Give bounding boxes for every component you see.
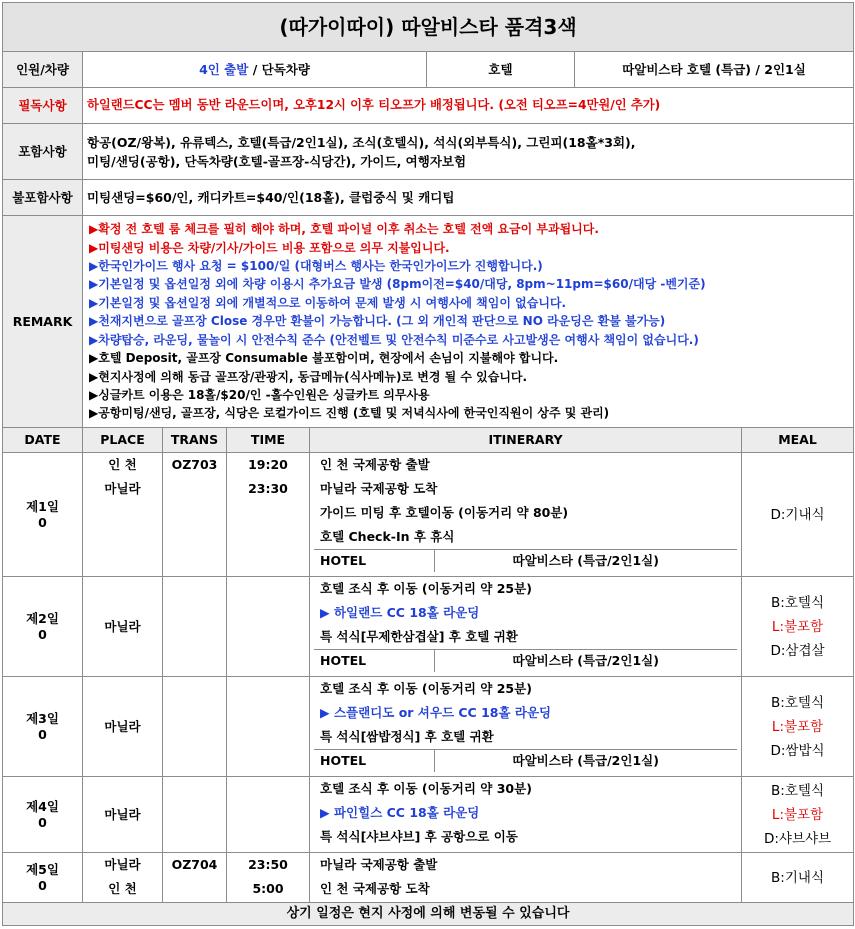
must-read-text: 하일랜드CC는 멤버 동반 라운드이며, 오후12시 이후 티오프가 배정됩니다. (오전 티오프=4만원/인 추가) bbox=[83, 88, 854, 124]
remark-label: REMARK bbox=[3, 216, 83, 428]
itinerary-line: 호텔 조식 후 이동 (이동거리 약 25분) bbox=[320, 681, 532, 696]
people-value bbox=[83, 52, 427, 88]
remark-list bbox=[83, 216, 854, 428]
place-name: 마닐라 bbox=[104, 718, 141, 734]
header-time: TIME bbox=[227, 428, 310, 453]
itinerary-line: 마닐라 국제공항 출발 bbox=[320, 857, 438, 872]
day-itinerary bbox=[310, 677, 742, 777]
people-label: 인원/차량 bbox=[3, 52, 83, 88]
people-count: 4인 출발 bbox=[199, 61, 249, 77]
meal-item: B:호텔식 bbox=[771, 694, 824, 711]
day-date bbox=[3, 453, 83, 577]
day-meal bbox=[742, 777, 854, 853]
day-date bbox=[3, 677, 83, 777]
day-meal bbox=[742, 453, 854, 577]
meal-item: B:호텔식 bbox=[771, 594, 824, 611]
day-label: 제3일 bbox=[26, 710, 59, 726]
remark-line: ▶차량탑승, 라운딩, 물놀이 시 안전수칙 준수 (안전벨트 및 안전수칙 미준수로 사고발생은 여행사 책임이 없습니다.) bbox=[89, 332, 699, 347]
flight-number bbox=[163, 777, 227, 853]
day-date bbox=[3, 777, 83, 853]
hotel-row bbox=[314, 749, 737, 772]
header-place: PLACE bbox=[83, 428, 163, 453]
meal-item: B:기내식 bbox=[771, 869, 824, 886]
itinerary-line: 호텔 Check-In 후 휴식 bbox=[320, 529, 455, 544]
header-meal: MEAL bbox=[742, 428, 854, 453]
hotel-row-label: HOTEL bbox=[314, 550, 434, 573]
meal-item: B:호텔식 bbox=[771, 782, 824, 799]
day-place bbox=[83, 453, 163, 577]
itinerary-line: 인 천 국제공항 출발 bbox=[320, 457, 430, 472]
remark-line: ▶확정 전 호텔 룸 체크를 필히 해야 하며, 호텔 파이널 이후 취소는 호텔 전액 요금이 부과됩니다. bbox=[89, 222, 599, 237]
hotel-row-name: 따알비스타 (특급/2인1실) bbox=[434, 750, 737, 773]
time-value: 23:50 bbox=[248, 857, 288, 872]
day-place bbox=[83, 577, 163, 677]
day-sub: 0 bbox=[38, 626, 47, 642]
day-time bbox=[227, 677, 310, 777]
hotel-row bbox=[314, 549, 737, 572]
day-row bbox=[3, 453, 854, 577]
day-label: 제4일 bbox=[26, 798, 59, 814]
flight-number bbox=[163, 453, 227, 577]
day-date bbox=[3, 577, 83, 677]
itinerary-line: ▶ 하일랜드 CC 18홀 라운딩 bbox=[320, 605, 480, 620]
included-line-1: 항공(OZ/왕복), 유류텍스, 호텔(특급/2인1실), 조식(호텔식), 석식(외부특식), 그린피(18홀*3회), bbox=[87, 134, 636, 150]
hotel-row-label: HOTEL bbox=[314, 650, 434, 673]
day-label: 제2일 bbox=[26, 610, 59, 626]
place-name: 마닐라 bbox=[104, 481, 141, 496]
meal-item: D:쌈밥식 bbox=[770, 742, 825, 759]
itinerary-line: ▶ 파인힐스 CC 18홀 라운딩 bbox=[320, 805, 480, 820]
remark-line: ▶호텔 Deposit, 골프장 Consumable 불포함이며, 현장에서 손님이 지불해야 합니다. bbox=[89, 351, 559, 366]
itinerary-line: ▶ 스플랜디도 or 셔우드 CC 18홀 라운딩 bbox=[320, 705, 552, 720]
day-place bbox=[83, 677, 163, 777]
meal-item: D:기내식 bbox=[770, 506, 825, 523]
footer-row bbox=[3, 903, 854, 926]
itinerary-table bbox=[2, 2, 854, 926]
included-line-2: 미팅/샌딩(공항), 단독차량(호텔-골프장-식당간), 가이드, 여행자보험 bbox=[87, 153, 467, 169]
flight-number bbox=[163, 853, 227, 903]
day-meal bbox=[742, 853, 854, 903]
time-value: 23:30 bbox=[248, 481, 288, 496]
hotel-value: 따알비스타 호텔 (특급) / 2인1실 bbox=[575, 52, 854, 88]
itinerary-line: 가이드 미팅 후 호텔이동 (이동거리 약 80분) bbox=[320, 505, 569, 520]
day-sub: 0 bbox=[38, 726, 47, 742]
day-itinerary bbox=[310, 453, 742, 577]
place-name: 인 천 bbox=[108, 881, 137, 896]
remark-line: ▶싱글카트 이용은 18홀/$20/인 -홀수인원은 싱글카트 의무사용 bbox=[89, 387, 430, 402]
remark-line: ▶공항미팅/샌딩, 골프장, 식당은 로컬가이드 진행 (호텔 및 저녁식사에 한국인직원이 상주 및 관리) bbox=[89, 406, 610, 421]
page-title: (따가이따이) 따알비스타 품격3색 bbox=[3, 3, 854, 52]
excluded-label: 불포함사항 bbox=[3, 180, 83, 216]
place-name: 마닐라 bbox=[104, 857, 141, 872]
day-time bbox=[227, 453, 310, 577]
remark-line: ▶현지사정에 의해 동급 골프장/관광지, 동급메뉴(식사메뉴)로 변경 될 수 있습니다. bbox=[89, 369, 528, 384]
itinerary-line: 특 석식[샤브샤브] 후 공항으로 이동 bbox=[320, 829, 518, 844]
day-sub: 0 bbox=[38, 814, 47, 830]
day-time bbox=[227, 777, 310, 853]
hotel-row-name: 따알비스타 (특급/2인1실) bbox=[434, 550, 737, 573]
flight-code: OZ703 bbox=[171, 457, 218, 472]
day-row bbox=[3, 577, 854, 677]
included-label: 포함사항 bbox=[3, 124, 83, 180]
remark-line: ▶한국인가이드 행사 요청 = $100/일 (대형버스 행사는 한국인가이드가 진행합니다.) bbox=[89, 259, 543, 274]
flight-code: OZ704 bbox=[171, 857, 218, 872]
header-date: DATE bbox=[3, 428, 83, 453]
place-name: 인 천 bbox=[108, 457, 137, 472]
remark-line: ▶천재지변으로 골프장 Close 경우만 환불이 가능합니다. (그 외 개인적 판단으로 NO 라운딩은 환불 불가능) bbox=[89, 314, 666, 329]
day-time bbox=[227, 577, 310, 677]
flight-number bbox=[163, 677, 227, 777]
day-row bbox=[3, 853, 854, 903]
hotel-row bbox=[314, 649, 737, 672]
itinerary-line: 인 천 국제공항 도착 bbox=[320, 881, 430, 896]
meal-item: L:불포함 bbox=[771, 718, 824, 735]
time-value: 5:00 bbox=[252, 881, 284, 896]
meal-item: D:샤브샤브 bbox=[763, 830, 832, 847]
day-time bbox=[227, 853, 310, 903]
place-name: 마닐라 bbox=[104, 618, 141, 634]
hotel-row-label: HOTEL bbox=[314, 750, 434, 773]
day-sub: 0 bbox=[38, 877, 47, 893]
itinerary-line: 특 석식[무제한삼겹살] 후 호텔 귀환 bbox=[320, 629, 518, 644]
must-read-label: 필독사항 bbox=[3, 88, 83, 124]
itinerary-line: 특 석식[쌈밥정식] 후 호텔 귀환 bbox=[320, 729, 494, 744]
day-place bbox=[83, 777, 163, 853]
day-itinerary bbox=[310, 853, 742, 903]
remark-line: ▶기본일정 및 옵션일정 외에 차량 이용시 추가요금 발생 (8pm이전=$40/대당, 8pm~11pm=$60/대당 -벤기준) bbox=[89, 277, 706, 292]
meal-item: L:불포함 bbox=[771, 806, 824, 823]
flight-number bbox=[163, 577, 227, 677]
hotel-label: 호텔 bbox=[427, 52, 575, 88]
included-text bbox=[83, 124, 854, 180]
day-sub: 0 bbox=[38, 514, 47, 530]
day-itinerary bbox=[310, 777, 742, 853]
day-itinerary bbox=[310, 577, 742, 677]
hotel-row-name: 따알비스타 (특급/2인1실) bbox=[434, 650, 737, 673]
remark-line: ▶기본일정 및 옵션일정 외에 개별적으로 이동하여 문제 발생 시 여행사에 책임이 없습니다. bbox=[89, 295, 567, 310]
itinerary-line: 마닐라 국제공항 도착 bbox=[320, 481, 438, 496]
excluded-text: 미팅샌딩=$60/인, 캐디카트=$40/인(18홀), 클럽중식 및 캐디팁 bbox=[83, 180, 854, 216]
place-name: 마닐라 bbox=[104, 806, 141, 822]
itinerary-line: 호텔 조식 후 이동 (이동거리 약 25분) bbox=[320, 581, 532, 596]
itinerary-line: 호텔 조식 후 이동 (이동거리 약 30분) bbox=[320, 781, 532, 796]
day-row bbox=[3, 777, 854, 853]
day-meal bbox=[742, 677, 854, 777]
day-label: 제5일 bbox=[26, 861, 59, 877]
day-date bbox=[3, 853, 83, 903]
itinerary-document bbox=[2, 2, 853, 925]
vehicle-type: / 단독차량 bbox=[248, 61, 310, 77]
remark-line: ▶미팅샌딩 비용은 차량/기사/가이드 비용 포함으로 의무 지불입니다. bbox=[89, 240, 450, 255]
day-place bbox=[83, 853, 163, 903]
header-itinerary: ITINERARY bbox=[310, 428, 742, 453]
footer-note: 상기 일정은 현지 사정에 의해 변동될 수 있습니다 bbox=[3, 903, 854, 926]
meal-item: L:불포함 bbox=[771, 618, 824, 635]
day-meal bbox=[742, 577, 854, 677]
day-row bbox=[3, 677, 854, 777]
meal-item: D:삼겹살 bbox=[770, 642, 825, 659]
header-trans: TRANS bbox=[163, 428, 227, 453]
time-value: 19:20 bbox=[248, 457, 288, 472]
day-label: 제1일 bbox=[26, 498, 59, 514]
